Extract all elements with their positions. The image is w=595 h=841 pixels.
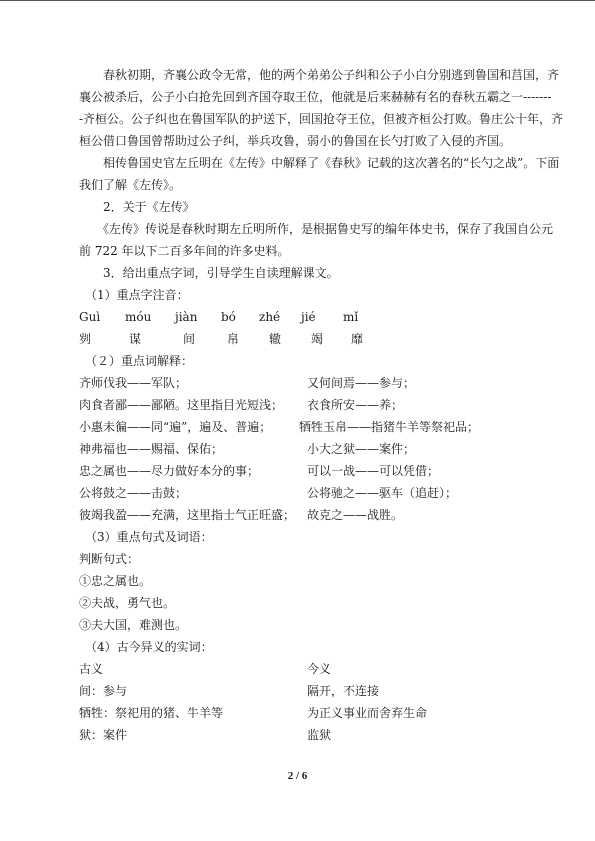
word-row <box>79 507 519 523</box>
judge-title: 判断句式： <box>79 552 140 566</box>
ancient-row <box>79 727 519 743</box>
pinyin-item: zhé <box>259 310 281 324</box>
character-item: 刿 <box>79 332 92 346</box>
ancient-old: 间：参与 <box>79 684 128 698</box>
character-item: 辙 <box>269 332 282 346</box>
word-left: 神弗福也——赐福、保佑； <box>79 442 224 456</box>
pinyin-item: jiàn <box>175 310 198 324</box>
intro-line-2: 襄公被杀后，公子小白抢先回到齐国夺取王位，他就是后来赫赫有名的春秋五霸之一------- <box>79 90 552 104</box>
section-3-title: 3．给出重点字词，引导学生自读理解课文。 <box>79 266 339 280</box>
ancient-header-old: 古义 <box>79 662 104 676</box>
section-2-line-1: 《左传》传说是春秋时期左丘明所作，是根据鲁史写的编年体史书，保存了我国自公元 <box>79 222 554 236</box>
page-top-rule <box>0 0 595 1</box>
word-right: 又何间焉——参与； <box>307 376 416 390</box>
word-right: 公将驰之——驱车（追赶）； <box>307 486 458 500</box>
word-left: 公将鼓之——击鼓； <box>79 486 188 500</box>
pronunciation-title: （1）重点字注音： <box>79 288 189 302</box>
word-left: 肉食者鄙——鄙陋。这里指目光短浅； <box>79 398 284 412</box>
pinyin-item: jié <box>301 310 316 324</box>
word-row <box>79 419 519 435</box>
ancient-new: 隔开，不连接 <box>307 684 380 698</box>
intro-line-3: -齐桓公。公子纠也在鲁国军队的护送下，回国抢夺王位，但被齐桓公打败。鲁庄公十年，齐 <box>79 112 564 126</box>
word-row <box>79 485 519 501</box>
sentence-title: （3）重点句式及词语： <box>79 530 213 544</box>
section-2-title: 2．关于《左传》 <box>79 200 195 214</box>
word-left: 小惠未徧——同“遍”，遍及、普遍； <box>79 420 272 434</box>
ancient-header-new: 今义 <box>307 662 332 676</box>
character-item: 间 <box>183 332 196 346</box>
ancient-new: 为正义事业而舍弃生命 <box>307 706 428 720</box>
pinyin-row <box>79 309 519 325</box>
character-item: 帛 <box>227 332 240 346</box>
word-left: 齐师伐我——军队； <box>79 376 188 390</box>
pinyin-item: mǐ <box>343 310 359 324</box>
word-row <box>79 397 519 413</box>
judge-item: ①忠之属也。 <box>79 574 152 588</box>
page-number: 2 / 6 <box>287 770 308 782</box>
judge-item: ②夫战，勇气也。 <box>79 596 176 610</box>
ancient-old: 狱：案件 <box>79 728 128 742</box>
ancient-new: 监狱 <box>307 728 332 742</box>
words-title: （２）重点词解释： <box>79 354 194 368</box>
intro-line-5: 相传鲁国史官左丘明在《左传》中解释了《春秋》记载的这次著名的“长勺之战”。下面 <box>79 156 560 170</box>
ancient-row <box>79 683 519 699</box>
pinyin-item: móu <box>125 310 152 324</box>
word-right: 牺牲玉帛——指猪牛羊等祭祀品； <box>299 420 480 434</box>
ancient-row <box>79 705 519 721</box>
character-item: 谋 <box>129 332 142 346</box>
characters-row <box>79 331 519 347</box>
word-right: 衣食所安——养； <box>307 398 404 412</box>
intro-line-4: 桓公借口鲁国曾帮助过公子纠，举兵攻鲁，弱小的鲁国在长勺打败了入侵的齐国。 <box>79 134 512 148</box>
pinyin-item: Guì <box>79 310 101 324</box>
word-row <box>79 375 519 391</box>
word-right: 小大之狱——案件； <box>307 442 416 456</box>
character-item: 竭 <box>311 332 324 346</box>
intro-line-6: 我们了解《左传》。 <box>79 178 182 192</box>
pinyin-item: bó <box>221 310 236 324</box>
intro-line-1: 春秋初期，齐襄公政令无常，他的两个弟弟公子纠和公子小白分别逃到鲁国和莒国，齐 <box>79 68 560 82</box>
word-row <box>79 463 519 479</box>
ancient-old: 牺牲：祭祀用的猪、牛羊等 <box>79 706 224 720</box>
word-left: 忠之属也——尽力做好本分的事； <box>79 464 260 478</box>
word-right: 故克之——战胜。 <box>307 508 404 522</box>
word-left: 彼竭我盈——充满，这里指士气正旺盛； <box>79 508 296 522</box>
word-row <box>79 441 519 457</box>
ancient-header-row <box>79 661 519 677</box>
section-2-line-2: 前 722 年以下二百多年间的许多史料。 <box>79 244 290 258</box>
judge-item: ③夫大国，难测也。 <box>79 618 188 632</box>
word-right: 可以一战——可以凭借； <box>307 464 440 478</box>
ancient-title: （4）古今异义的实词： <box>79 640 213 654</box>
character-item: 靡 <box>351 332 364 346</box>
